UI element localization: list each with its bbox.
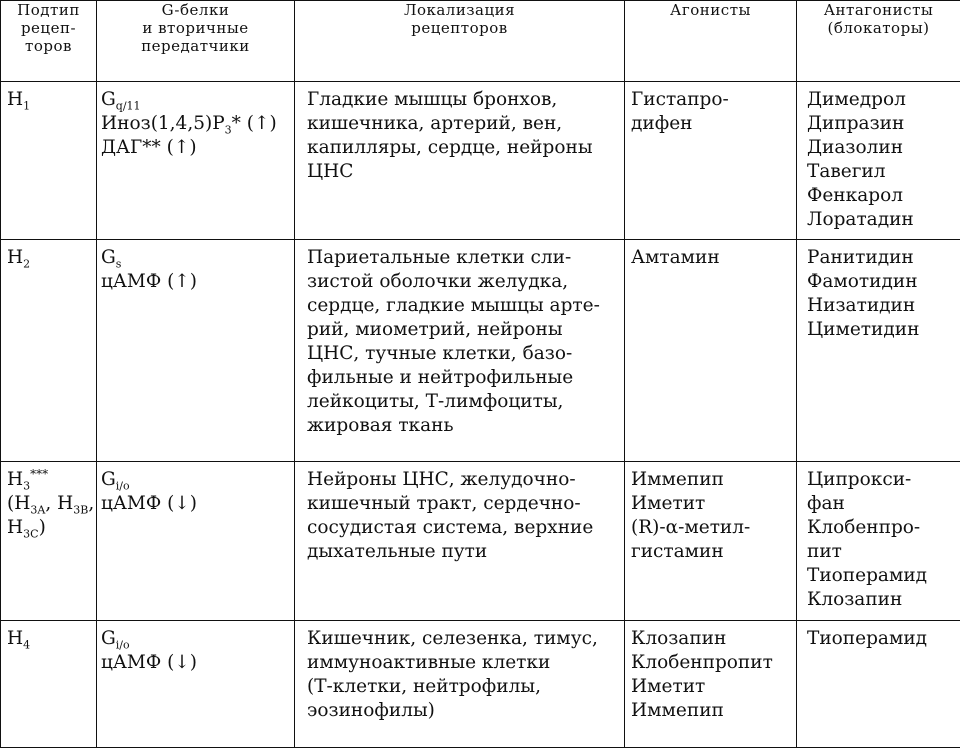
subtype-subscript: 4 <box>23 639 30 652</box>
messenger-line-2: ДАГ** (↑) <box>101 136 294 160</box>
messenger-line: цАМФ (↑) <box>101 270 294 294</box>
table-row <box>1 82 960 240</box>
header-gproteins: G-белки и вторичные передатчики <box>97 1 295 82</box>
g-protein-line <box>101 468 294 492</box>
antagonists-cell: Ранитидин Фамотидин Низатидин Циметидин <box>797 240 960 462</box>
subtype-cell <box>1 462 97 621</box>
agonists-cell: Клозапин Клобенпропит Иметит Иммепип <box>625 621 797 748</box>
subtype-label: H <box>7 247 23 268</box>
gprotein-cell <box>97 621 295 748</box>
subtype-variant-b-subscript: 3B <box>73 504 88 517</box>
localization-cell: Гладкие мышцы бронхов, кишечника, артерий, вен, капилляры, сердце, нейроны ЦНС <box>295 82 625 240</box>
subtype-label: H <box>7 628 23 649</box>
subtype-variant-a-subscript: 3A <box>30 504 45 517</box>
subtype-superscript: *** <box>30 467 48 481</box>
subtype-line-2 <box>7 492 96 516</box>
subtype-variant-c: H <box>7 517 23 538</box>
g-protein-line <box>101 246 294 270</box>
localization-cell: Нейроны ЦНС, желудочно- кишечный тракт, сердечно- сосудистая система, верхние дыхательные пути <box>295 462 625 621</box>
g-protein-label: G <box>101 628 116 649</box>
subtype-variant-b: , H <box>45 493 73 514</box>
subtype-cell <box>1 82 97 240</box>
subtype-variant-a: (H <box>7 493 30 514</box>
g-protein-subscript: q/11 <box>116 100 141 113</box>
subtype-line-3 <box>7 516 96 540</box>
messenger-subscript: 3 <box>225 124 232 137</box>
messenger-line <box>101 112 294 136</box>
g-protein-line <box>101 88 294 112</box>
g-protein-label: G <box>101 469 116 490</box>
messenger-text: Иноз(1,4,5)P <box>101 113 225 134</box>
messenger-line: цАМФ (↓) <box>101 492 294 516</box>
table-row <box>1 462 960 621</box>
agonists-cell: Гистапро- дифен <box>625 82 797 240</box>
agonists-cell: Амтамин <box>625 240 797 462</box>
agonists-cell: Иммепип Иметит (R)-α-метил- гистамин <box>625 462 797 621</box>
subtype-variant-c-subscript: 3C <box>23 528 38 541</box>
subtype-cell <box>1 240 97 462</box>
table-row <box>1 240 960 462</box>
antagonists-cell: Димедрол Дипразин Диазолин Тавегил Фенкарол Лоратадин <box>797 82 960 240</box>
subtype-close-paren: ) <box>39 517 46 538</box>
antagonists-cell: Ципрокси- фан Клобенпро- пит Тиоперамид Клозапин <box>797 462 960 621</box>
gprotein-cell <box>97 240 295 462</box>
subtype-subscript: 3 <box>23 480 30 493</box>
header-localization: Локализация рецепторов <box>295 1 625 82</box>
subtype-cell <box>1 621 97 748</box>
subtype-line-1 <box>7 468 96 492</box>
subtype-subscript: 2 <box>23 258 30 271</box>
header-row <box>1 1 960 82</box>
g-protein-label: G <box>101 247 116 268</box>
subtype-label: H <box>7 89 23 110</box>
messenger-suffix: * (↑) <box>232 113 277 134</box>
g-protein-line <box>101 627 294 651</box>
g-protein-subscript: s <box>116 258 122 271</box>
messenger-line: цАМФ (↓) <box>101 651 294 675</box>
subtype-label: H <box>7 469 23 490</box>
header-subtype: Подтип рецеп- торов <box>1 1 97 82</box>
header-agonists: Агонисты <box>625 1 797 82</box>
g-protein-label: G <box>101 89 116 110</box>
table-row <box>1 621 960 748</box>
localization-cell: Кишечник, селезенка, тимус, иммуноактивные клетки (Т-клетки, нейтрофилы, эозинофилы) <box>295 621 625 748</box>
gprotein-cell <box>97 462 295 621</box>
gprotein-cell <box>97 82 295 240</box>
antagonists-cell: Тиоперамид <box>797 621 960 748</box>
g-protein-subscript: i/o <box>116 480 130 493</box>
subtype-comma: , <box>88 493 94 514</box>
localization-cell: Париетальные клетки сли- зистой оболочки желудка, сердце, гладкие мышцы арте- рий, миометрий, нейроны ЦНС, тучные клетки, базо- фильные и нейтрофильные лейкоциты, Т-лимфоциты, жировая ткань <box>295 240 625 462</box>
subtype-subscript: 1 <box>23 100 30 113</box>
header-antagonists: Антагонисты (блокаторы) <box>797 1 960 82</box>
g-protein-subscript: i/o <box>116 639 130 652</box>
